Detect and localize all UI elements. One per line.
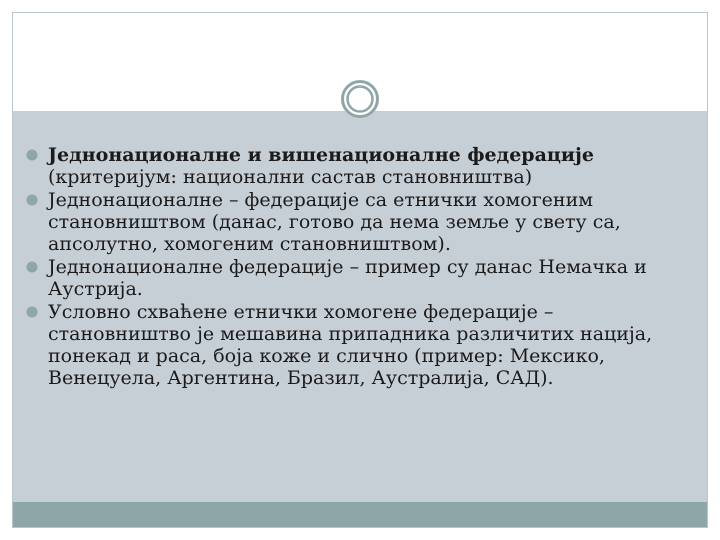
filled-circle-bullet-icon bbox=[26, 194, 38, 206]
bullet-text: Условно схваћене етнички хомогене федерације – становништво је мешавина припадника различитих нација, понекад и раса, боја коже и слично (пример: Мексико, Венецуела, Аргентина, Бразил, Аустралија, САД). bbox=[48, 301, 653, 389]
filled-circle-bullet-icon bbox=[26, 306, 38, 318]
bullet-item bbox=[22, 256, 682, 300]
bullet-item bbox=[22, 301, 682, 389]
bullet-text: Једнонационалне федерације – пример су данас Немачка и Аустрија. bbox=[48, 256, 647, 300]
footer-bar bbox=[13, 502, 707, 527]
bullet-bold-text: Једнонационалне и вишенационалне федерације bbox=[48, 144, 594, 166]
filled-circle-bullet-icon bbox=[26, 261, 38, 273]
double-circle-icon bbox=[341, 80, 379, 118]
bullet-item bbox=[22, 189, 682, 255]
bullet-list bbox=[22, 144, 682, 390]
filled-circle-bullet-icon bbox=[26, 149, 38, 161]
bullet-text: (критеријум: национални састав становништва) bbox=[48, 166, 533, 188]
bullet-item bbox=[22, 144, 682, 188]
bullet-text: Једнонационалне – федерације са етнички хомогеним становништвом (данас, готово да нема земље у свету са, апсолутно, хомогеним становништвом). bbox=[48, 189, 621, 255]
